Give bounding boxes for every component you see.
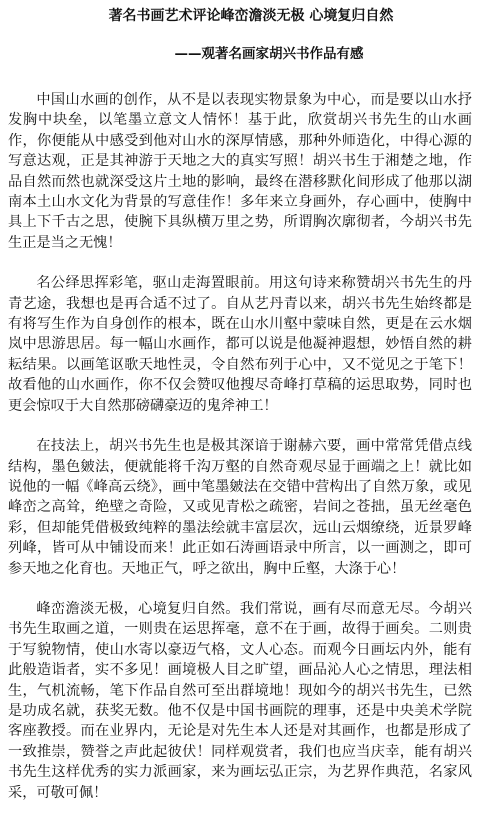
paragraph-4: 峰峦澹淡无极，心境复归自然。我们常说，画有尽而意无尽。今胡兴书先生取画之道，一则贵在运思挥毫，意不在于画，故得于画矣。二则贵于写貌物情，使山水寄以豪迈气格，文人心态。而观今日画坛内外，能有此般造诣者，实不多见！画境极人目之旷望，画品沁人心之情思，理法相生，气机流畅，笔下作品自然可至出群境地！现如今的胡兴书先生，已然是功成名就，获奖无数。他不仅是中国书画院的理事，还是中央美术学院客座教授。而在业界内，无论是对先生本人还是对其画作，也都是形成了一致推崇，赞誉之声此起彼伏！同样观赏者，我们也应当庆幸，能有胡兴书先生这样优秀的实力派画家，来为画坛弘正宗，为艺界作典范，名家风采，可敬可佩！ <box>8 600 472 801</box>
article-title: 著名书画艺术评论峰峦澹淡无极 心境复归自然 <box>108 8 394 24</box>
paragraph-3: 在技法上，胡兴书先生也是极其深谙于谢赫六要，画中常常凭借点线结构，墨色皴法，便就能将千沟万壑的自然奇观尽显于画端之上！就比如说他的一幅《峰高云绕》，画中笔墨皴法在交错中营构出了自然万象，或见峰峦之高耸，绝壁之奇险，又或见青松之疏密，岩间之苍拙，虽无丝毫色彩，但却能凭借极致纯粹的墨法绘就丰富层次，远山云烟缭绕，近景罗峰列峰，皆可从中铺设而来！此正如石涛画语录中所言，以一画测之，即可参天地之化育也。天地正气，呼之欲出，胸中丘壑，大涤于心！ <box>8 438 472 577</box>
paragraph-1: 中国山水画的创作，从不是以表现实物景象为中心，而是要以山水抒发胸中块垒，以笔墨立意文人情怀！基于此，欣赏胡兴书先生的山水画作，你便能从中感受到他对山水的深厚情感，那种外师造化，中得心源的写意达观，正是其神游于天地之大的真实写照！胡兴书生于湘楚之地，作品自然而然也就深受这片土地的影响，最终在潜移默化间形成了他那以湖南本土山水文化为背景的写意佳作！多年来立身画外，存心画中，使胸中具上下千古之思，使腕下具纵横万里之势，所谓胸次廓彻者，今胡兴书先生正是当之无愧！ <box>8 92 472 251</box>
article-subtitle: ——观著名画家胡兴书作品有感 <box>174 46 364 62</box>
paragraph-2: 名公绎思挥彩笔，驱山走海置眼前。用这句诗来称赞胡兴书先生的丹青艺途，我想也是再合适不过了。自从艺丹青以来，胡兴书先生始终都是有将写生作为自身创作的根本，既在山水川壑中蒙味自然，更是在云水烟岚中思游思居。每一幅山水画作，都可以说是他凝神遐想，妙悟自然的耕耘结果。以画笔讴歌天地性灵，令自然布列于心中，又不觉见之于笔下！故看他的山水画作，你不仅会赞叹他搜尽奇峰打草稿的运思取势，同时也更会惊叹于大自然那磅礴豪迈的鬼斧神工！ <box>8 275 472 414</box>
